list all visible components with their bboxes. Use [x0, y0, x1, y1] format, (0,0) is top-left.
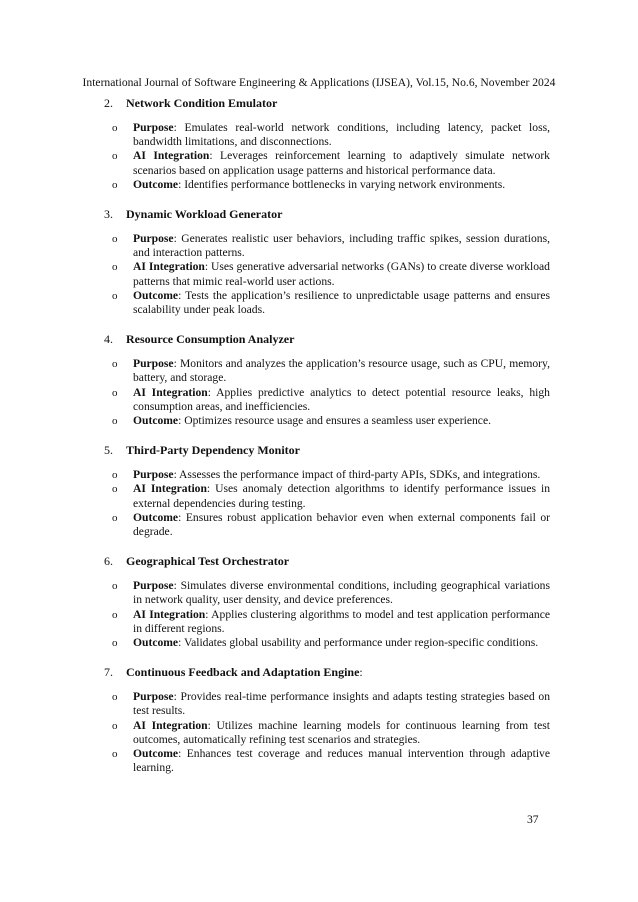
section-number: 4. — [104, 332, 113, 347]
section-number: 7. — [104, 665, 113, 680]
section-title: Resource Consumption Analyzer — [126, 332, 295, 347]
item-text: : Uses generative adversarial networks (GANs) to create diverse workload patterns that mimic real-world user actions. — [133, 260, 550, 288]
section-number: 3. — [104, 207, 113, 222]
item-label: Outcome — [133, 414, 179, 428]
bullet-marker: o — [112, 150, 118, 163]
section-resource-consumption-analyzer — [104, 332, 550, 428]
section-number: 2. — [104, 96, 113, 110]
item-text: : Identifies performance bottlenecks in varying network environments. — [178, 177, 506, 191]
item-label: Purpose — [133, 232, 174, 246]
bullet-marker: o — [112, 358, 118, 371]
section-number: 6. — [104, 554, 113, 569]
item-label: Outcome — [133, 288, 179, 302]
section-third-party-dependency-monitor — [104, 443, 550, 539]
bullet-marker: o — [112, 483, 118, 496]
list-item-purpose — [104, 232, 550, 260]
bullet-list — [104, 121, 550, 192]
item-text: : Utilizes machine learning models for continuous learning from test outcomes, automatically refining test scenarios and strategies. — [133, 718, 550, 746]
item-text: : Applies clustering algorithms to model and test application performance in different regions. — [133, 607, 550, 635]
section-title: Continuous Feedback and Adaptation Engine — [126, 665, 360, 680]
item-text: : Simulates diverse environmental conditions, including geographical variations in network quality, user density, and device preferences. — [133, 579, 550, 607]
bullet-marker: o — [112, 178, 118, 191]
list-item-outcome — [104, 511, 550, 539]
item-text: : Uses anomaly detection algorithms to identify performance issues in external dependencies during testing. — [133, 482, 550, 510]
list-item-ai-integration — [104, 386, 550, 414]
section-title: Third-Party Dependency Monitor — [126, 443, 300, 458]
list-item-purpose — [104, 357, 550, 385]
list-item-outcome — [104, 414, 550, 428]
item-text: : Optimizes resource usage and ensures a seamless user experience. — [178, 414, 491, 428]
bullet-marker: o — [112, 719, 118, 732]
item-label: AI Integration — [133, 482, 207, 496]
bullet-marker: o — [112, 289, 118, 302]
section-heading — [104, 665, 550, 680]
item-text: : Enhances test coverage and reduces manual intervention through adaptive learning. — [133, 747, 550, 775]
item-label: Outcome — [133, 636, 179, 650]
bullet-list — [104, 468, 550, 539]
bullet-list — [104, 690, 550, 775]
list-item-ai-integration — [104, 149, 550, 177]
list-item-ai-integration — [104, 608, 550, 636]
section-geographical-test-orchestrator — [104, 554, 550, 650]
bullet-marker: o — [112, 233, 118, 246]
item-label: Outcome — [133, 747, 179, 761]
bullet-marker: o — [112, 637, 118, 650]
section-heading — [104, 207, 550, 222]
bullet-list — [104, 579, 550, 650]
bullet-marker: o — [112, 580, 118, 593]
item-label: Purpose — [133, 468, 174, 482]
section-heading — [104, 443, 550, 458]
list-item-outcome — [104, 178, 550, 192]
item-text: : Validates global usability and performance under region-specific conditions. — [178, 636, 539, 650]
bullet-marker: o — [112, 608, 118, 621]
list-item-ai-integration — [104, 260, 550, 288]
section-network-condition-emulator — [104, 96, 550, 192]
list-item-ai-integration — [104, 482, 550, 510]
section-heading — [104, 332, 550, 347]
item-text: : Generates realistic user behaviors, including traffic spikes, session durations, and interaction patterns. — [133, 232, 550, 260]
bullet-marker: o — [112, 469, 118, 482]
item-label: Purpose — [133, 121, 174, 134]
list-item-outcome — [104, 289, 550, 317]
page-number: 37 — [527, 813, 539, 826]
bullet-list — [104, 357, 550, 428]
journal-header: International Journal of Software Engineering & Applications (IJSEA), Vol.15, No.6, November 2024 — [82, 76, 556, 89]
section-dynamic-workload-generator — [104, 207, 550, 317]
bullet-marker: o — [112, 122, 118, 134]
section-heading — [104, 96, 550, 111]
item-label: Purpose — [133, 357, 174, 371]
item-text: : Assesses the performance impact of third-party APIs, SDKs, and integrations. — [173, 468, 541, 482]
item-text: : Provides real-time performance insights and adapts testing strategies based on test results. — [133, 690, 550, 718]
section-title: Dynamic Workload Generator — [126, 207, 283, 222]
bullet-marker: o — [112, 386, 118, 399]
list-item-outcome — [104, 636, 550, 650]
main-content — [104, 96, 550, 791]
item-label: AI Integration — [133, 260, 205, 274]
item-text: : Monitors and analyzes the application’s resource usage, such as CPU, memory, battery, and storage. — [133, 357, 550, 385]
item-label: Outcome — [133, 177, 179, 191]
section-continuous-feedback-engine — [104, 665, 550, 775]
item-text: : Leverages reinforcement learning to adaptively simulate network scenarios based on application usage patterns and historical performance data. — [133, 149, 550, 177]
bullet-marker: o — [112, 691, 118, 704]
item-label: AI Integration — [133, 149, 210, 163]
bullet-marker: o — [112, 748, 118, 761]
bullet-marker: o — [112, 511, 118, 524]
list-item-outcome — [104, 747, 550, 775]
item-text: : Emulates real-world network conditions, including latency, packet loss, bandwidth limitations, and disconnections. — [133, 121, 550, 149]
item-text: : Ensures robust application behavior even when external components fail or degrade. — [133, 510, 550, 539]
item-label: Purpose — [133, 579, 174, 593]
list-item-purpose — [104, 121, 550, 149]
item-label: AI Integration — [133, 718, 208, 732]
section-title: Geographical Test Orchestrator — [126, 554, 290, 569]
list-item-purpose — [104, 690, 550, 718]
item-label: AI Integration — [133, 607, 206, 621]
item-text: : Applies predictive analytics to detect potential resource leaks, high consumption areas, and inefficiencies. — [133, 385, 550, 413]
list-item-purpose — [104, 579, 550, 607]
section-heading — [104, 554, 550, 569]
list-item-ai-integration — [104, 719, 550, 747]
section-number: 5. — [104, 443, 113, 458]
section-title-colon: : — [359, 665, 363, 680]
section-title: Network Condition Emulator — [126, 96, 278, 110]
item-label: Purpose — [133, 690, 174, 704]
item-label: Outcome — [133, 510, 179, 524]
list-item-purpose — [104, 468, 550, 482]
bullet-list — [104, 232, 550, 317]
bullet-marker: o — [112, 415, 118, 428]
item-label: AI Integration — [133, 385, 208, 399]
item-text: : Tests the application’s resilience to unpredictable usage patterns and ensures scalability under peak loads. — [133, 288, 550, 317]
bullet-marker: o — [112, 261, 118, 274]
